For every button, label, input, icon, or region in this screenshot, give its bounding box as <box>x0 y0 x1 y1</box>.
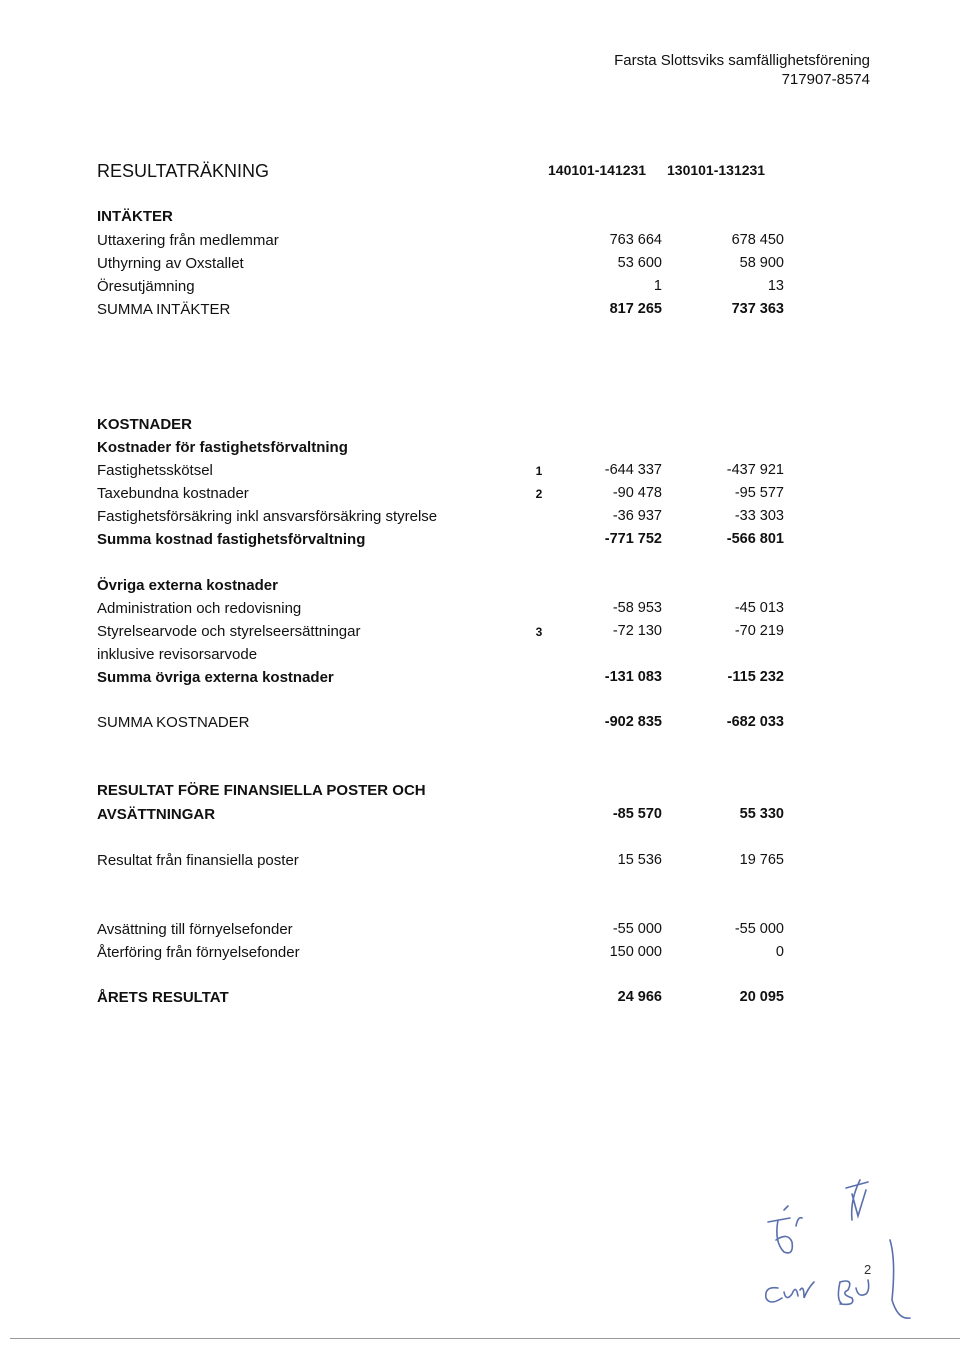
row-label: Avsättning till förnyelsefonder <box>97 921 293 938</box>
row-label: SUMMA KOSTNADER <box>97 714 250 731</box>
note-reference: 1 <box>535 464 543 478</box>
organization-name: Farsta Slottsviks samfällighetsförening <box>614 52 870 69</box>
row-label: Uttaxering från medlemmar <box>97 232 279 249</box>
value-previous-period: 678 450 <box>731 232 784 248</box>
period-previous-header: 130101-131231 <box>667 162 766 178</box>
table-row <box>0 852 960 874</box>
row-label: Styrelsearvode och styrelseersättningar <box>97 623 361 640</box>
value-previous-period: -33 303 <box>734 508 784 524</box>
value-current-period: 53 600 <box>617 255 662 271</box>
page-number: 2 <box>864 1262 872 1277</box>
table-row <box>0 921 960 943</box>
value-previous-period: -115 232 <box>727 669 784 685</box>
row-label: Kostnader för fastighetsförvaltning <box>97 439 348 456</box>
row-label: Övriga externa kostnader <box>97 577 278 594</box>
value-current-period: 15 536 <box>617 852 662 868</box>
value-previous-period: 737 363 <box>731 301 784 317</box>
value-previous-period: -55 000 <box>734 921 784 937</box>
value-current-period: -36 937 <box>612 508 662 524</box>
row-label: INTÄKTER <box>97 208 173 225</box>
handwritten-signatures <box>740 1170 940 1340</box>
value-previous-period: -437 921 <box>726 462 784 478</box>
row-label: Återföring från förnyelsefonder <box>97 944 300 961</box>
value-previous-period: 55 330 <box>739 806 784 822</box>
value-previous-period: 19 765 <box>739 852 784 868</box>
table-row <box>0 508 960 530</box>
table-row <box>0 577 960 599</box>
value-current-period: 763 664 <box>609 232 662 248</box>
table-row <box>0 989 960 1011</box>
org-number: 717907-8574 <box>781 71 870 88</box>
value-previous-period: 0 <box>775 944 784 960</box>
table-row <box>0 531 960 553</box>
table-row <box>0 301 960 323</box>
value-previous-period: -45 013 <box>734 600 784 616</box>
row-label: Summa övriga externa kostnader <box>97 669 334 686</box>
row-label: inklusive revisorsarvode <box>97 646 258 663</box>
value-current-period: 150 000 <box>609 944 662 960</box>
report-title: RESULTATRÄKNING <box>97 161 270 181</box>
table-row <box>0 669 960 691</box>
value-previous-period: -682 033 <box>726 714 784 730</box>
row-label: Fastighetsskötsel <box>97 462 213 479</box>
value-current-period: -90 478 <box>612 485 662 501</box>
table-row <box>0 646 960 668</box>
table-row <box>0 416 960 438</box>
value-current-period: -644 337 <box>604 462 662 478</box>
row-label: RESULTAT FÖRE FINANSIELLA POSTER OCH <box>97 782 426 799</box>
table-row <box>0 462 960 484</box>
note-reference: 2 <box>535 487 543 501</box>
table-row <box>0 623 960 645</box>
table-row <box>0 600 960 622</box>
value-current-period: -85 570 <box>612 806 662 822</box>
value-current-period: -72 130 <box>612 623 662 639</box>
value-current-period: -902 835 <box>604 714 662 730</box>
row-label: AVSÄTTNINGAR <box>97 806 216 823</box>
value-current-period: -55 000 <box>612 921 662 937</box>
table-row <box>0 714 960 736</box>
row-label: Administration och redovisning <box>97 600 302 617</box>
row-label: Öresutjämning <box>97 278 195 295</box>
table-row <box>0 255 960 277</box>
row-label: Fastighetsförsäkring inkl ansvarsförsäkring styrelse <box>97 508 438 525</box>
row-label: Uthyrning av Oxstallet <box>97 255 244 272</box>
row-label: KOSTNADER <box>97 416 193 433</box>
page-bottom-divider <box>10 1338 960 1339</box>
row-label: ÅRETS RESULTAT <box>97 989 229 1006</box>
value-current-period: -771 752 <box>604 531 662 547</box>
table-row <box>0 806 960 828</box>
table-row <box>0 944 960 966</box>
value-previous-period: 13 <box>767 278 784 294</box>
table-row <box>0 232 960 254</box>
row-label: Resultat från finansiella poster <box>97 852 299 869</box>
value-current-period: -58 953 <box>612 600 662 616</box>
table-row <box>0 782 960 804</box>
value-current-period: -131 083 <box>604 669 662 685</box>
value-current-period: 817 265 <box>609 301 662 317</box>
value-current-period: 1 <box>653 278 662 294</box>
row-label: Summa kostnad fastighetsförvaltning <box>97 531 366 548</box>
table-row <box>0 485 960 507</box>
table-row <box>0 278 960 300</box>
period-current-header: 140101-141231 <box>548 162 647 178</box>
table-row <box>0 208 960 230</box>
row-label: SUMMA INTÄKTER <box>97 301 231 318</box>
value-previous-period: 20 095 <box>739 989 784 1005</box>
value-previous-period: -566 801 <box>726 531 784 547</box>
note-reference: 3 <box>535 625 543 639</box>
value-previous-period: -70 219 <box>734 623 784 639</box>
row-label: Taxebundna kostnader <box>97 485 249 502</box>
value-current-period: 24 966 <box>617 989 662 1005</box>
table-row <box>0 439 960 461</box>
value-previous-period: 58 900 <box>739 255 784 271</box>
value-previous-period: -95 577 <box>734 485 784 501</box>
